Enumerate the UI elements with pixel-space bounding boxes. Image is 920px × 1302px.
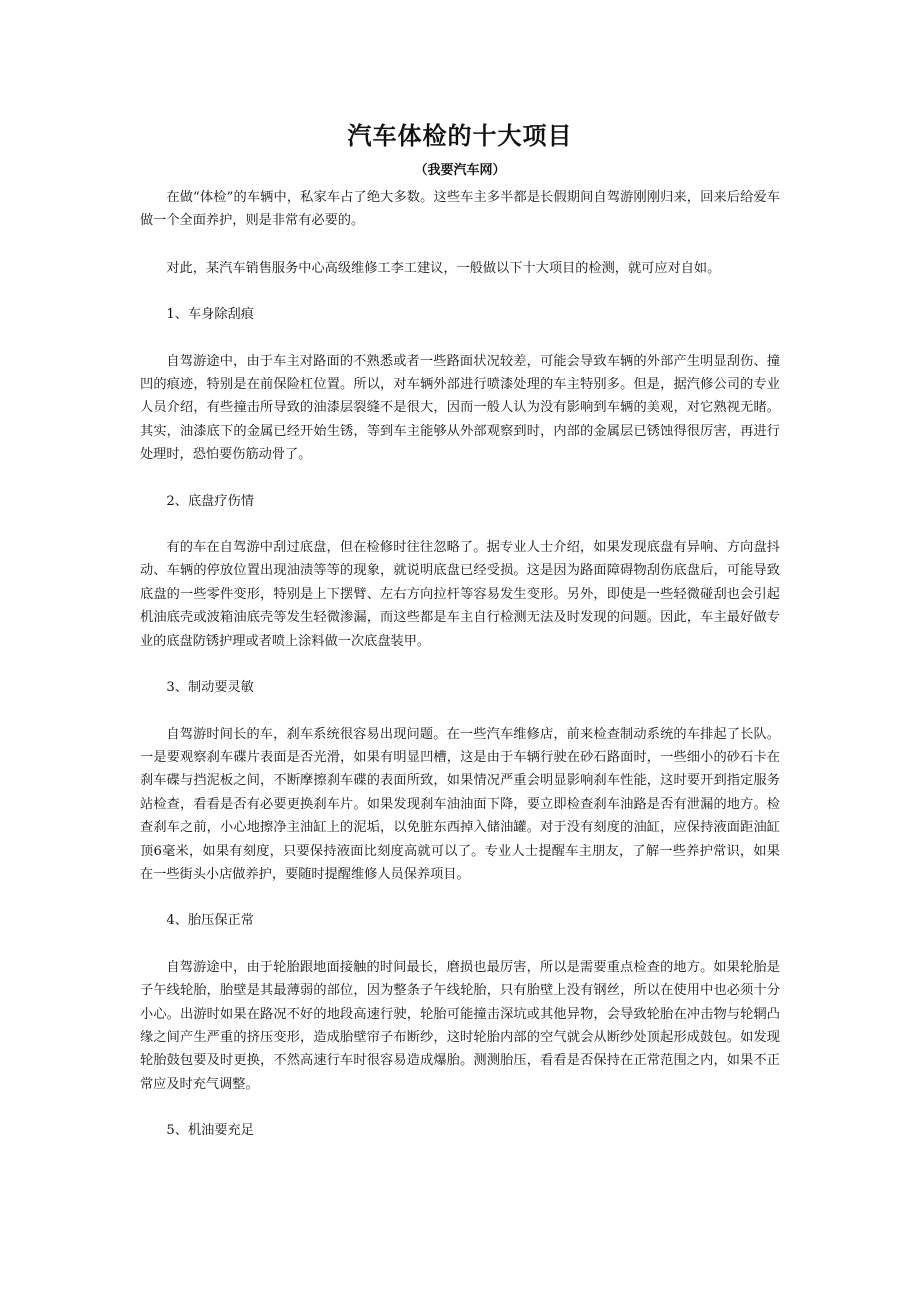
section-heading: 1、车身除刮痕 (166, 307, 254, 323)
section-body: 自驾游途中，由于轮胎跟地面接触的时间最长，磨损也最厉害，所以是需要重点检查的地方。如果轮胎是子午线轮胎，胎壁是其最薄弱的部位，因为整条子午线轮胎，只有胎壁上没有钢丝，所以在使用中也必须十分小心。出游时如果在路况不好的地段高速行驶，轮胎可能撞击深坑或其他异物，会导致轮胎在冲击物与轮辋凸缘之间产生严重的挤压变形，造成胎壁帘子布断纱，这时轮胎内部的空气就会从断纱处顶起形成鼓包。如发现轮胎鼓包要及时更换，不然高速行车时很容易造成爆胎。测测胎压，看看是否保持在正常范围之内，如果不正常应及时充气调整。 (140, 959, 780, 1092)
intro-paragraph-2: 对此，某汽车销售服务中心高级维修工李工建议，一般做以下十大项目的检测，就可应对自如。 (166, 260, 721, 276)
section-heading: 2、底盘疗伤情 (166, 493, 254, 509)
section-2 (140, 490, 780, 653)
section-1 (140, 303, 780, 466)
document-page (140, 118, 780, 1143)
intro-paragraph-1: 在做“体检”的车辆中，私家车占了绝大多数。这些车主多半都是长假期间自驾游刚刚归来，回来后给爱车做一个全面养护，则是非常有必要的。 (140, 190, 780, 229)
section-body: 自驾游时间长的车，刹车系统很容易出现问题。在一些汽车维修店，前来检查制动系统的车排起了长队。一是要观察刹车碟片表面是否光滑，如果有明显凹槽，这是由于车辆行驶在砂石路面时，一些细小的砂石卡在刹车碟与挡泥板之间，不断摩擦刹车碟的表面所致，如果情况严重会明显影响刹车性能，这时要开到指定服务站检查，看看是否有必要更换刹车片。如果发现刹车油油面下降，要立即检查刹车油路是否有泄漏的地方。检查刹车之前，小心地擦净主油缸上的泥垢，以免脏东西掉入储油罐。对于没有刻度的油缸，应保持液面距油缸顶6毫米，如果有刻度，只要保持液面比刻度高就可以了。专业人士提醒车主朋友，了解一些养护常识，如果在一些街头小店做养护，要随时提醒维修人员保养项目。 (140, 726, 780, 882)
section-3 (140, 676, 780, 886)
section-5 (140, 1119, 780, 1142)
section-heading: 5、机油要充足 (166, 1123, 254, 1139)
section-heading: 4、胎压保正常 (166, 913, 254, 929)
document-source: （我要汽车网） (414, 163, 506, 178)
document-title: 汽车体检的十大项目 (347, 122, 573, 150)
section-body: 有的车在自驾游中刮过底盘，但在检修时往往忽略了。据专业人士介绍，如果发现底盘有异响、方向盘抖动、车辆的停放位置出现油渍等等的现象，就说明底盘已经受损。这是因为路面障碍物刮伤底盘后，可能导致底盘的一些零件变形，特别是上下摆臂、左右方向拉杆等容易发生变形。另外，即使是一些轻微碰刮也会引起机油底壳或波箱油底壳等发生轻微渗漏，而这些都是车主自行检测无法及时发现的问题。因此，车主最好做专业的底盘防锈护理或者喷上涂料做一次底盘装甲。 (140, 540, 780, 649)
section-body: 自驾游途中，由于车主对路面的不熟悉或者一些路面状况较差，可能会导致车辆的外部产生明显刮伤、撞凹的痕迹，特别是在前保险杠位置。所以，对车辆外部进行喷漆处理的车主特别多。但是，据汽修公司的专业人员介绍，有些撞击所导致的油漆层裂缝不是很大，因而一般人认为没有影响到车辆的美观，对它熟视无睹。其实，油漆底下的金属已经开始生锈，等到车主能够从外部观察到时，内部的金属层已锈蚀得很厉害，再进行处理时，恐怕要伤筋动骨了。 (140, 353, 780, 463)
section-heading: 3、制动要灵敏 (166, 680, 254, 696)
section-4 (140, 909, 780, 1096)
